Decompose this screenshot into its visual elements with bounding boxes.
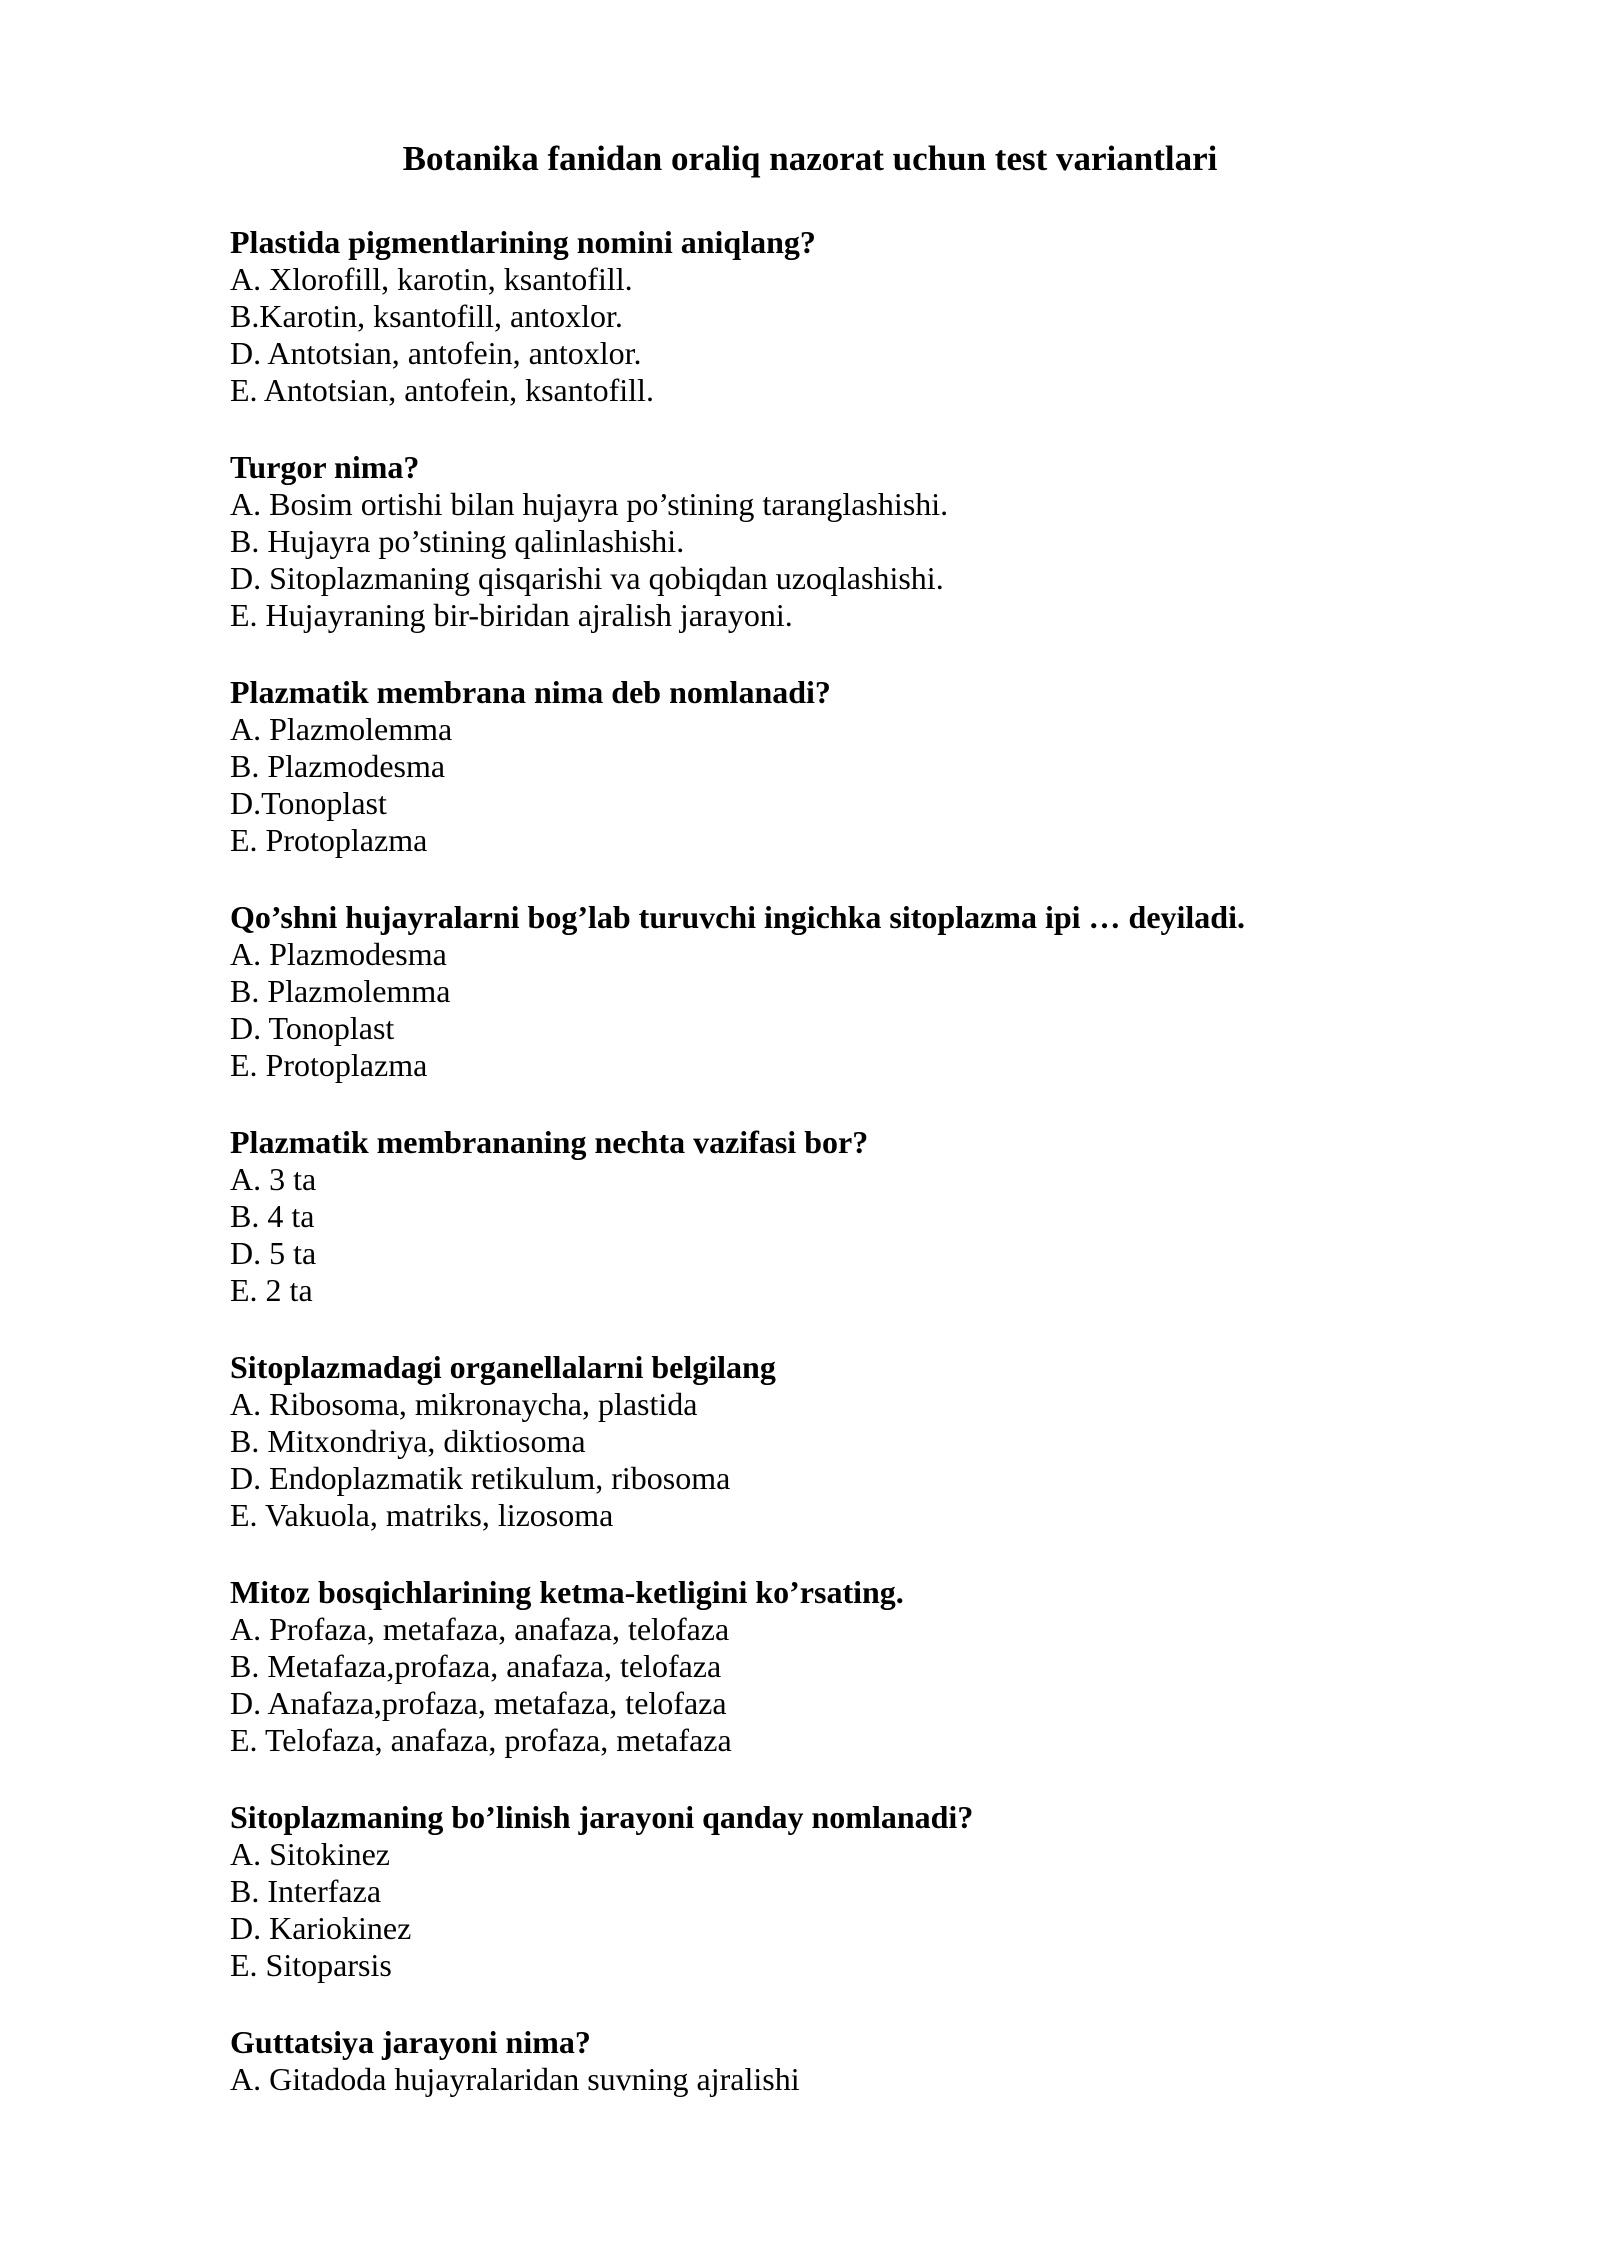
question-block: [230, 1124, 1390, 1309]
option-text: D. 5 ta: [230, 1235, 317, 1271]
option-text: B. Hujayra po’stining qalinlashishi.: [230, 523, 685, 559]
question-text: Qo’shni hujayralarni bog’lab turuvchi ingichka sitoplazma ipi … deyiladi.: [230, 899, 1245, 935]
question-block: [230, 2024, 1390, 2098]
option-text: E. Sitoparsis: [230, 1947, 392, 1983]
option-text: D. Endoplazmatik retikulum, ribosoma: [230, 1460, 731, 1496]
option-text: D. Kariokinez: [230, 1910, 412, 1946]
question-text: Turgor nima?: [230, 449, 420, 485]
question-text: Guttatsiya jarayoni nima?: [230, 2024, 591, 2060]
option-text: D. Tonoplast: [230, 1010, 395, 1046]
question-block: [230, 1799, 1390, 1984]
option-text: A. 3 ta: [230, 1161, 317, 1197]
option-text: B.Karotin, ksantofill, antoxlor.: [230, 298, 623, 334]
option-text: B. Mitxondriya, diktiosoma: [230, 1423, 586, 1459]
option-text: D. Antotsian, antofein, antoxlor.: [230, 335, 642, 371]
question-block: [230, 1574, 1390, 1759]
questions-list: [230, 224, 1390, 2098]
question-text: Plazmatik membrana nima deb nomlanadi?: [230, 674, 831, 710]
document-title: Botanika fanidan oraliq nazorat uchun test variantlari: [402, 139, 1218, 178]
option-text: A. Bosim ortishi bilan hujayra po’stining taranglashishi.: [230, 486, 949, 522]
option-text: E. Hujayraning bir-biridan ajralish jarayoni.: [230, 597, 793, 633]
option-text: B. Interfaza: [230, 1873, 382, 1909]
option-text: E. Vakuola, matriks, lizosoma: [230, 1497, 614, 1533]
option-text: E. Protoplazma: [230, 822, 428, 858]
option-text: B. Plazmolemma: [230, 973, 451, 1009]
question-text: Plastida pigmentlarining nomini aniqlang?: [230, 224, 816, 260]
option-text: A. Plazmolemma: [230, 711, 453, 747]
option-text: E. 2 ta: [230, 1272, 313, 1308]
question-block: [230, 224, 1390, 409]
question-block: [230, 899, 1390, 1084]
question-block: [230, 674, 1390, 859]
question-block: [230, 449, 1390, 634]
option-text: B. Plazmodesma: [230, 748, 446, 784]
option-text: A. Sitokinez: [230, 1836, 390, 1872]
option-text: E. Antotsian, antofein, ksantofill.: [230, 372, 654, 408]
option-text: A. Plazmodesma: [230, 936, 447, 972]
option-text: A. Profaza, metafaza, anafaza, telofaza: [230, 1611, 730, 1647]
question-text: Plazmatik membrananing nechta vazifasi bor?: [230, 1124, 869, 1160]
question-block: [230, 1349, 1390, 1534]
question-text: Sitoplazmadagi organellalarni belgilang: [230, 1349, 776, 1385]
option-text: E. Protoplazma: [230, 1047, 428, 1083]
option-text: A. Ribosoma, mikronaycha, plastida: [230, 1386, 698, 1422]
option-text: A. Gitadoda hujayralaridan suvning ajralishi: [230, 2061, 800, 2097]
question-text: Sitoplazmaning bo’linish jarayoni qanday nomlanadi?: [230, 1799, 974, 1835]
option-text: D. Sitoplazmaning qisqarishi va qobiqdan uzoqlashishi.: [230, 560, 944, 596]
option-text: D.Tonoplast: [230, 785, 387, 821]
question-text: Mitoz bosqichlarining ketma-ketligini ko’rsating.: [230, 1574, 904, 1610]
option-text: B. Metafaza,profaza, anafaza, telofaza: [230, 1648, 722, 1684]
option-text: B. 4 ta: [230, 1198, 315, 1234]
option-text: A. Xlorofill, karotin, ksantofill.: [230, 261, 633, 297]
option-text: D. Anafaza,profaza, metafaza, telofaza: [230, 1685, 727, 1721]
option-text: E. Telofaza, anafaza, profaza, metafaza: [230, 1722, 732, 1758]
